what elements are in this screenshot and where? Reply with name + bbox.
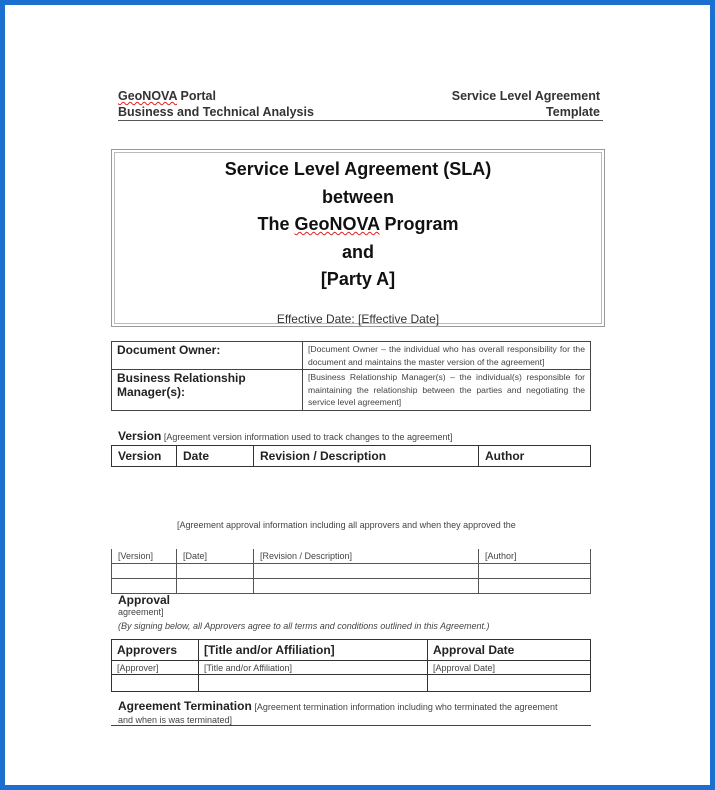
termination-divider bbox=[111, 725, 591, 726]
col-approvers: Approvers bbox=[112, 640, 199, 661]
col-author: Author bbox=[479, 446, 591, 467]
owner-key: Document Owner: bbox=[112, 342, 303, 370]
approval-heading-tail: agreement] bbox=[118, 607, 164, 617]
brm-value: [Business Relationship Manager(s) – the individual(s) responsible for maintaining the relationship between the parties and negotiating the service level agreement] bbox=[303, 370, 591, 411]
header-subtitle: Business and Technical Analysis bbox=[118, 105, 314, 119]
title-line-5: [Party A] bbox=[320, 269, 396, 289]
header-portal-name: GeoNOVA Portal bbox=[118, 89, 216, 103]
approval-heading: Approval bbox=[118, 593, 171, 607]
header-doc-type: Service Level Agreement bbox=[451, 89, 600, 103]
signing-note: (By signing below, all Approvers agree to all terms and conditions outlined in this Agreement.) bbox=[118, 621, 490, 631]
approval-table bbox=[111, 639, 591, 692]
table-row bbox=[112, 549, 591, 564]
title-box bbox=[111, 149, 605, 327]
col-version: Version bbox=[112, 446, 177, 467]
table-row bbox=[112, 661, 591, 675]
version-table bbox=[111, 445, 591, 467]
table-row bbox=[112, 579, 591, 594]
title-line-1: Service Level Agreement (SLA) bbox=[224, 159, 492, 179]
title-line-4: and bbox=[341, 241, 374, 262]
header-right bbox=[425, 88, 600, 120]
document-page bbox=[5, 5, 710, 785]
col-revision: Revision / Description bbox=[254, 446, 479, 467]
cell-revision: [Revision / Description] bbox=[254, 549, 479, 564]
table-row bbox=[112, 370, 591, 411]
table-row bbox=[112, 564, 591, 579]
header-divider bbox=[118, 120, 603, 121]
termination-heading: Agreement Termination [Agreement termination information including who terminated the agreement and when is was terminated] bbox=[118, 699, 558, 725]
cell-title: [Title and/or Affiliation] bbox=[199, 661, 428, 675]
header-left bbox=[118, 88, 314, 120]
effective-date: Effective Date: [Effective Date] bbox=[276, 312, 440, 326]
header-template-label: Template bbox=[546, 105, 600, 119]
cell-date: [Date] bbox=[177, 549, 254, 564]
cell-date: [Approval Date] bbox=[428, 661, 591, 675]
title-line-2: between bbox=[321, 186, 395, 207]
cell-author: [Author] bbox=[479, 549, 591, 564]
table-header-row bbox=[112, 640, 591, 661]
brm-key: Business Relationship Manager(s): bbox=[112, 370, 303, 411]
col-date: Date bbox=[177, 446, 254, 467]
col-approval-date: Approval Date bbox=[428, 640, 591, 661]
owner-value: [Document Owner – the individual who has overall responsibility for the document and maintains the master version of the agreement] bbox=[303, 342, 591, 370]
approval-info-note: [Agreement approval information including all approvers and when they approved the bbox=[177, 520, 516, 530]
ownership-table bbox=[111, 341, 591, 411]
cell-approver: [Approver] bbox=[112, 661, 199, 675]
table-row bbox=[112, 342, 591, 370]
col-title: [Title and/or Affiliation] bbox=[199, 640, 428, 661]
table-row bbox=[112, 675, 591, 692]
table-header-row bbox=[112, 446, 591, 467]
title-line-3: The GeoNOVA Program bbox=[257, 214, 459, 234]
version-rows-table bbox=[111, 549, 591, 594]
version-heading: Version [Agreement version information used to track changes to the agreement] bbox=[118, 429, 453, 443]
cell-version: [Version] bbox=[112, 549, 177, 564]
